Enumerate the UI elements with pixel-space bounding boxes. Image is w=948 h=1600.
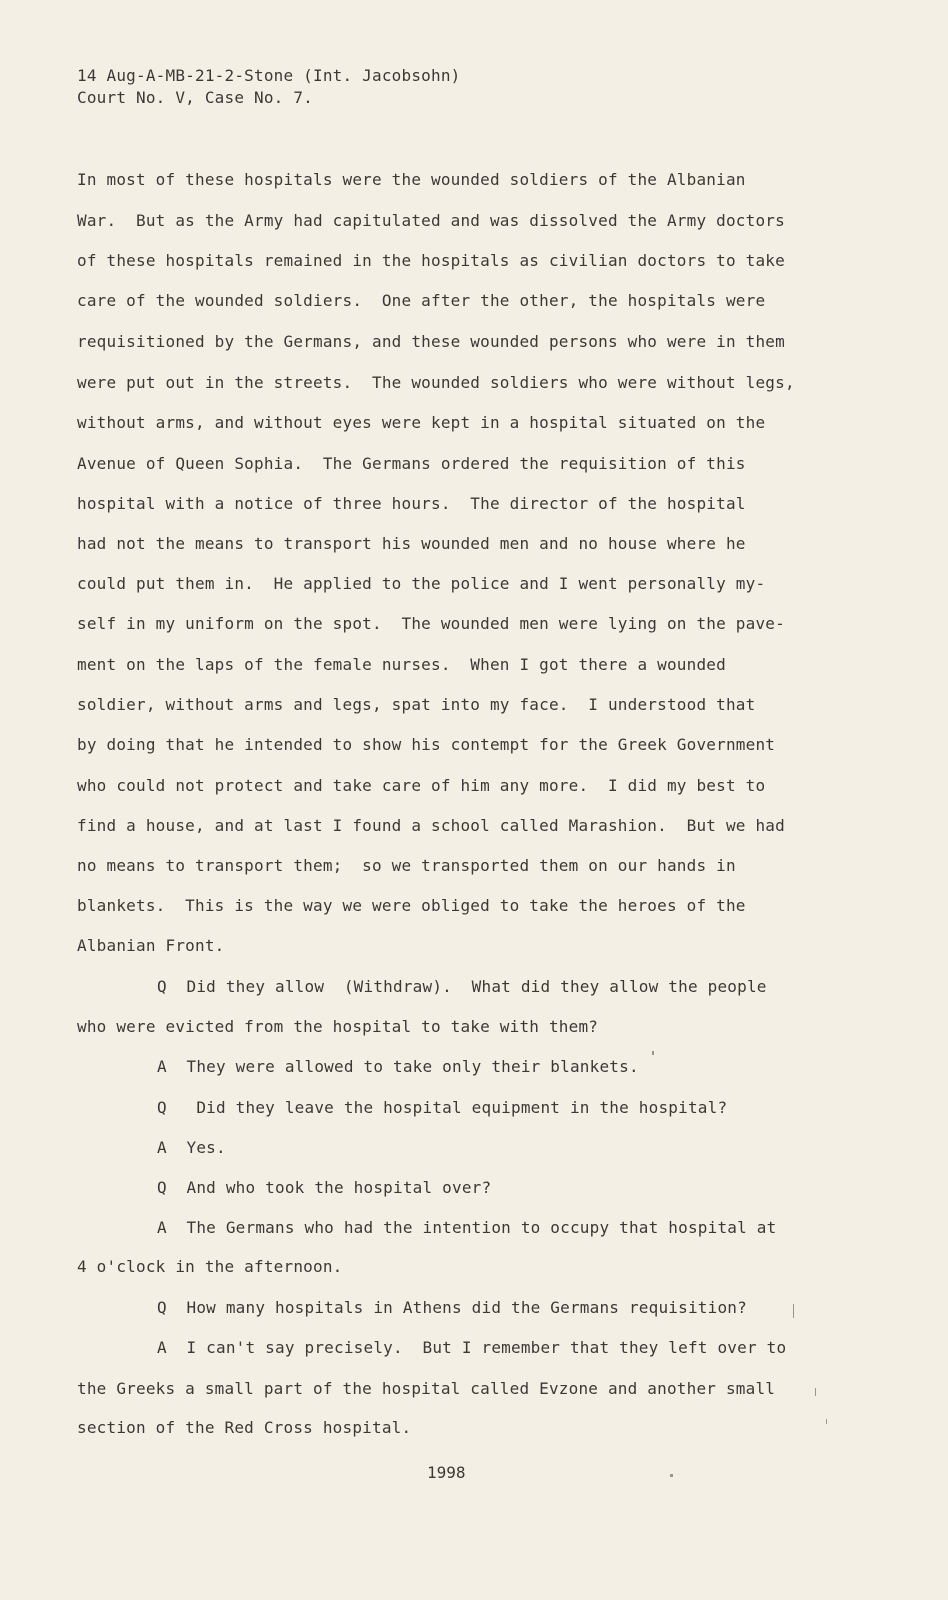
text-line-7: without arms, and without eyes were kept in a hospital situated on the (77, 413, 766, 432)
paper-speck (670, 1474, 673, 1477)
text-line-12: self in my uniform on the spot. The wounded men were lying on the pave- (77, 614, 785, 633)
text-line-1: In most of these hospitals were the wounded soldiers of the Albanian (77, 170, 746, 189)
text-line-31: the Greeks a small part of the hospital called Evzone and another small (77, 1379, 776, 1398)
text-line-5: requisitioned by the Germans, and these wounded persons who were in them (77, 332, 785, 351)
text-line-10: had not the means to transport his wounded men and no house where he (77, 534, 746, 553)
text-line-11: could put them in. He applied to the police and I went personally my- (77, 574, 766, 593)
text-line-17: find a house, and at last I found a school called Marashion. But we had (77, 816, 785, 835)
text-line-28: 4 o'clock in the afternoon. (77, 1257, 343, 1276)
paper-speck (815, 1388, 816, 1396)
question-line-2: Q Did they leave the hospital equipment in the hospital? (157, 1098, 728, 1117)
question-line-1: Q Did they allow (Withdraw). What did they allow the people (157, 977, 767, 996)
question-line-4: Q How many hospitals in Athens did the Germans requisition? (157, 1298, 747, 1317)
answer-line-3: A The Germans who had the intention to occupy that hospital at (157, 1218, 777, 1237)
answer-line-4: A I can't say precisely. But I remember that they left over to (157, 1338, 787, 1357)
text-line-19: blankets. This is the way we were obliged to take the heroes of the (77, 896, 746, 915)
answer-line-1: A They were allowed to take only their blankets. (157, 1057, 639, 1076)
text-line-15: by doing that he intended to show his contempt for the Greek Government (77, 735, 776, 754)
text-line-6: were put out in the streets. The wounded soldiers who were without legs, (77, 373, 795, 392)
text-line-2: War. But as the Army had capitulated and was dissolved the Army doctors (77, 211, 785, 230)
header-line-2: Court No. V, Case No. 7. (77, 88, 313, 107)
text-line-18: no means to transport them; so we transported them on our hands in (77, 856, 736, 875)
text-line-32: section of the Red Cross hospital. (77, 1418, 412, 1437)
question-line-3: Q And who took the hospital over? (157, 1178, 492, 1197)
paper-speck (652, 1051, 654, 1055)
text-line-22: who were evicted from the hospital to take with them? (77, 1017, 599, 1036)
text-line-14: soldier, without arms and legs, spat into my face. I understood that (77, 695, 756, 714)
paper-speck (826, 1419, 827, 1424)
text-line-3: of these hospitals remained in the hospitals as civilian doctors to take (77, 251, 785, 270)
page-number: 1998 (427, 1463, 466, 1482)
paper-speck (793, 1304, 794, 1318)
header-line-1: 14 Aug-A-MB-21-2-Stone (Int. Jacobsohn) (77, 66, 461, 85)
text-line-13: ment on the laps of the female nurses. When I got there a wounded (77, 655, 726, 674)
text-line-4: care of the wounded soldiers. One after the other, the hospitals were (77, 291, 766, 310)
text-line-16: who could not protect and take care of him any more. I did my best to (77, 776, 766, 795)
text-line-9: hospital with a notice of three hours. The director of the hospital (77, 494, 746, 513)
answer-line-2: A Yes. (157, 1138, 226, 1157)
text-line-20: Albanian Front. (77, 936, 225, 955)
text-line-8: Avenue of Queen Sophia. The Germans ordered the requisition of this (77, 454, 746, 473)
